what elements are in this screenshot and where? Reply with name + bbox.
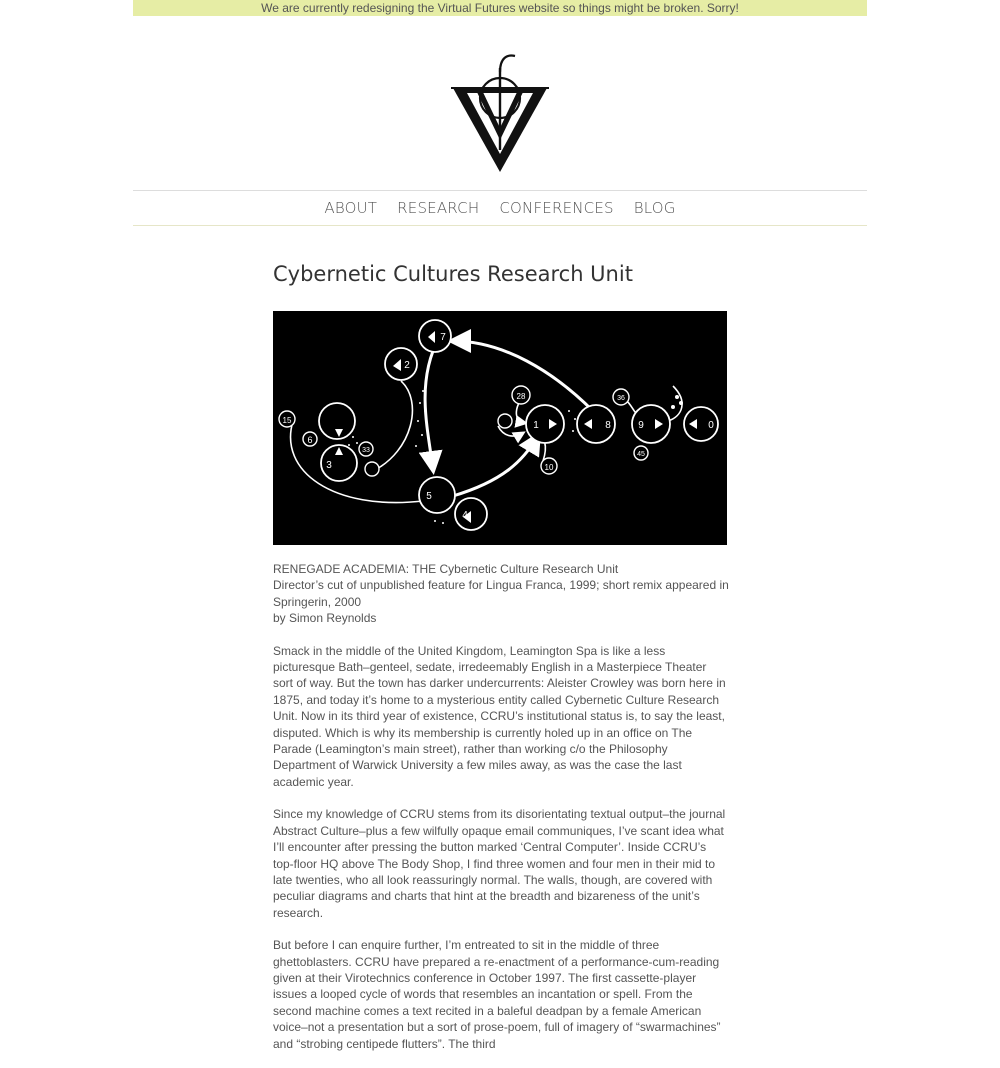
article-paragraph: Smack in the middle of the United Kingdom, Leamington Spa is like a less picturesque Bath–genteel, sedate, irredeemably English in a Masterpiece Theater sort of way. But the town has darker undercurrents: Aleister Crowley was born here in 1875, and today it’s home to a mysterious entity called Cybernetic Culture Research Unit. Now in its third year of existence, CCRU’s institutional status is, to say the least, disputed. Which is why its membership is currently holed up in an office on The Parade (Leamington’s main street), rather than working c/o the Philosophy Department of Warwick University a few miles away, as was the case the last academic year. xyxy=(273,643,726,789)
article-byline: by Simon Reynolds xyxy=(273,611,377,626)
article-body xyxy=(273,561,729,1068)
numogram-label-6: 6 xyxy=(307,435,313,445)
nav-item-blog[interactable]: BLOG xyxy=(633,199,676,217)
ccru-numogram-diagram-icon xyxy=(273,311,727,545)
numogram-label-5: 5 xyxy=(426,491,432,502)
numogram-label-15: 15 xyxy=(282,416,292,425)
numogram-label-28: 28 xyxy=(516,392,526,401)
numogram-label-1: 1 xyxy=(533,420,539,431)
numogram-label-36: 36 xyxy=(617,395,625,402)
numogram-label-7: 7 xyxy=(440,332,446,343)
numogram-label-10: 10 xyxy=(544,463,554,472)
nav-item-conferences[interactable]: CONFERENCES xyxy=(499,199,614,217)
article-source: Director’s cut of unpublished feature for Lingua Franca, 1999; short remix appeared in Springerin, 2000 xyxy=(273,578,729,609)
numogram-label-4: 4 xyxy=(462,510,468,521)
article-paragraph: Since my knowledge of CCRU stems from its disorientating textual output–the journal Abstract Culture–plus a few wilfully opaque email communiques, I’ve scant idea what I’ll encounter after pressing the button marked ‘Central Computer’. Inside CCRU’s top-floor HQ above The Body Shop, I find three women and four men in their mid to late twenties, who all look reassuringly normal. The walls, though, are covered with peculiar diagrams and charts that hint at the breadth and bizareness of the unit’s research. xyxy=(273,807,726,920)
nav-item-about[interactable]: ABOUT xyxy=(324,199,378,217)
numogram-label-2: 2 xyxy=(404,360,410,371)
virtual-futures-logo-icon[interactable] xyxy=(445,50,555,180)
numogram-label-45: 45 xyxy=(637,451,645,458)
numogram-label-33: 33 xyxy=(362,447,370,454)
numogram-label-8: 8 xyxy=(605,420,611,431)
numogram-label-0: 0 xyxy=(708,420,714,431)
article-headline: RENEGADE ACADEMIA: THE Cybernetic Culture Research Unit xyxy=(273,562,619,576)
main-nav xyxy=(133,199,867,221)
site-notice-banner: We are currently redesigning the Virtual Futures website so things might be broken. Sorry! xyxy=(133,0,867,16)
numogram-label-3: 3 xyxy=(326,460,332,471)
nav-item-research[interactable]: RESEARCH xyxy=(397,199,480,217)
article-meta xyxy=(273,561,729,627)
nav-bottom-divider xyxy=(133,225,867,226)
article-paragraph: But before I can enquire further, I’m entreated to sit in the middle of three ghettoblasters. CCRU have prepared a re-enactment of a performance-cum-reading given at their Virotechnics conference in October 1997. The first cassette-player issues a looped cycle of words that resembles an incantation or spell. From the second machine comes a text recited in a baleful deadpan by a female American voice–not a presentation but a sort of prose-poem, full of imagery of “swarmachines” and “strobing centipede flutters”. The third xyxy=(273,938,721,1051)
numogram-label-9: 9 xyxy=(638,420,644,431)
page-title: Cybernetic Cultures Research Unit xyxy=(273,262,633,286)
nav-top-divider xyxy=(133,190,867,191)
